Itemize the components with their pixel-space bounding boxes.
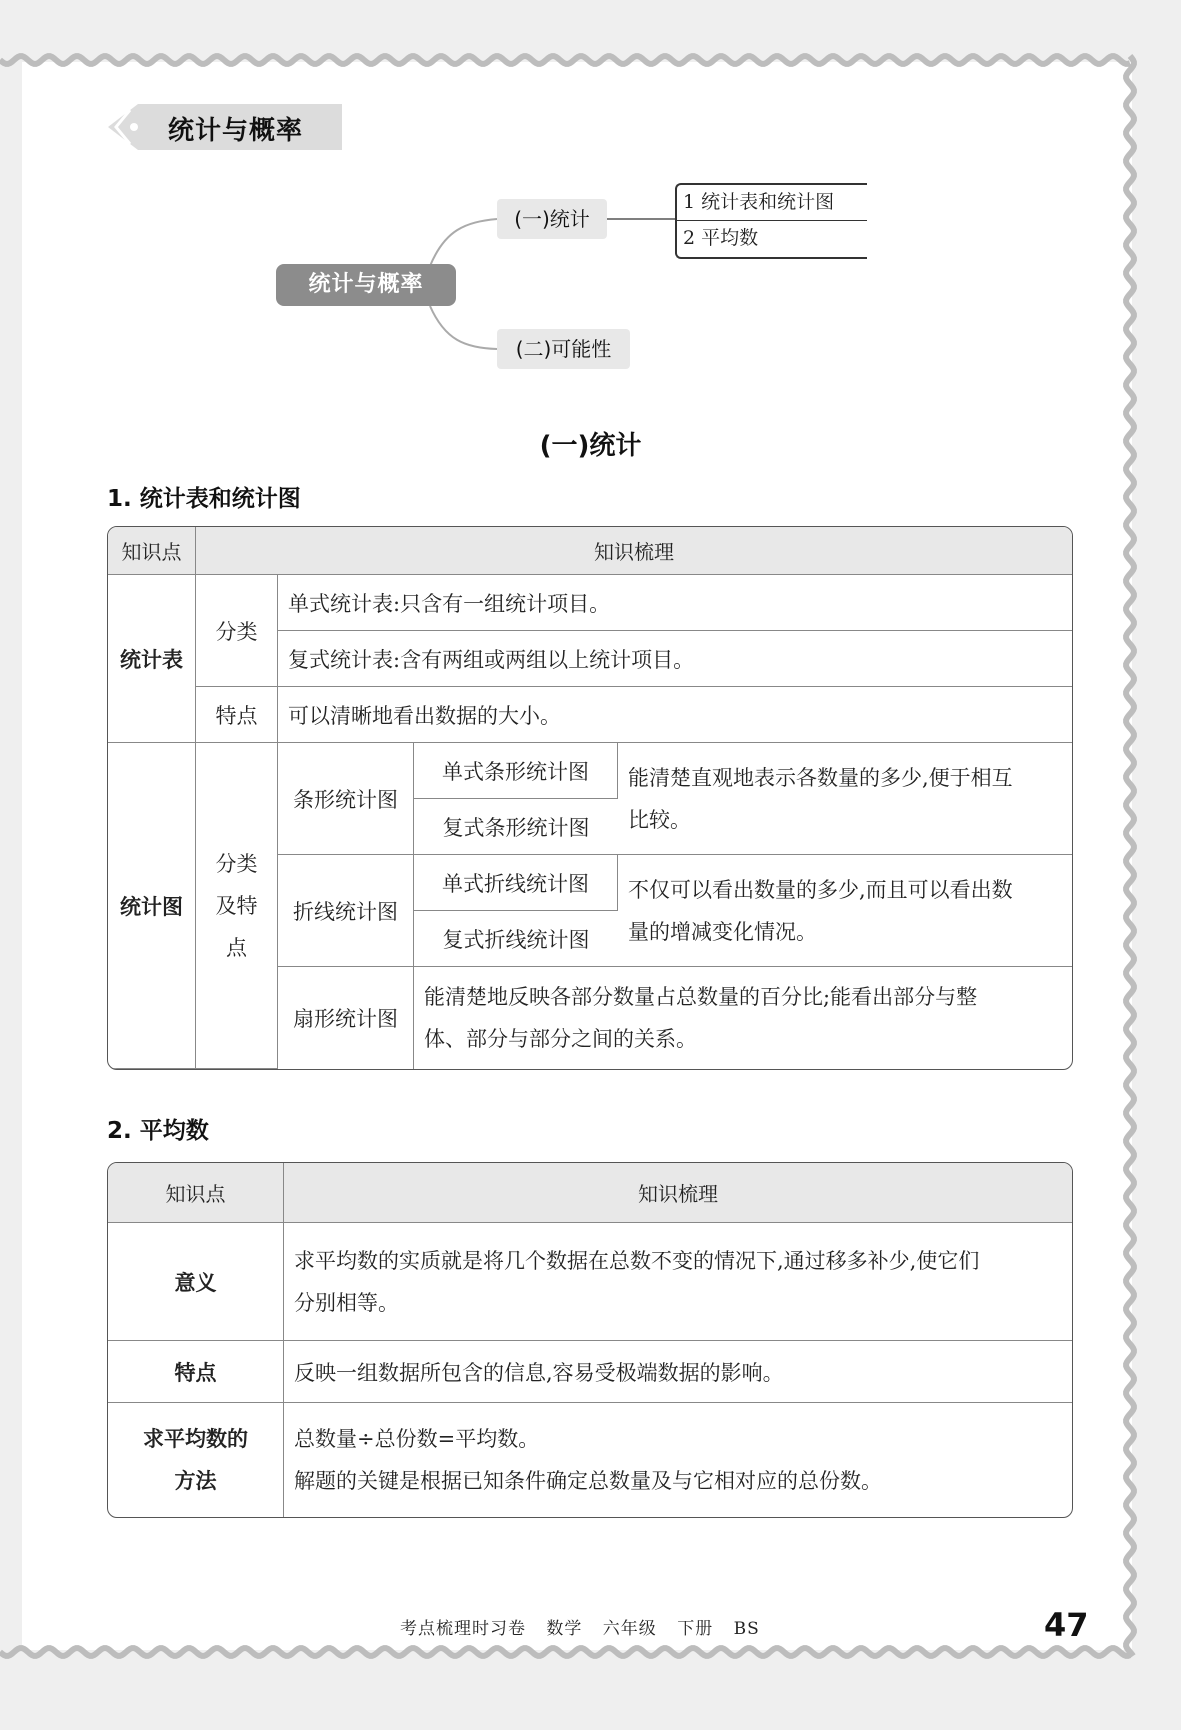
cell-single-line: 单式折线统计图	[414, 855, 618, 911]
text-line: 总数量÷总份数=平均数。	[294, 1427, 540, 1451]
cell-single-bar: 单式条形统计图	[414, 743, 618, 799]
cell-pie-desc	[414, 967, 1072, 1069]
mindmap-branch-statistics: (一)统计	[497, 199, 607, 239]
section-heading: 1. 统计表和统计图	[107, 486, 301, 512]
cell-meaning-desc	[284, 1223, 1072, 1341]
cell-method-desc	[284, 1403, 1072, 1517]
row-label-method	[108, 1403, 284, 1517]
mindmap-item: 1 统计表和统计图	[683, 191, 835, 213]
row-label-meaning: 意义	[108, 1223, 284, 1341]
text-line: 点	[226, 935, 247, 960]
stats-table-chart-table	[107, 526, 1073, 1070]
cell-bar-desc	[618, 743, 1072, 855]
cell-multi-table: 复式统计表:含有两组或两组以上统计项目。	[278, 631, 1072, 687]
text-line: 分类	[215, 851, 258, 876]
cell-multi-bar: 复式条形统计图	[414, 799, 618, 855]
average-table	[107, 1162, 1073, 1518]
text-line: 求平均数的	[143, 1427, 248, 1451]
header-knowledge-review: 知识梳理	[284, 1163, 1072, 1223]
mindmap-branch-possibility: (二)可能性	[497, 329, 630, 369]
page-number: 47	[1044, 1606, 1089, 1644]
header-knowledge-point: 知识点	[108, 1163, 284, 1223]
text-line: 能清楚直观地表示各数量的多少,便于相互	[628, 765, 1013, 790]
cell-line-desc	[618, 855, 1072, 967]
text-line: 量的增减变化情况。	[628, 919, 817, 944]
text-line: 解题的关键是根据已知条件确定总数量及与它相对应的总份数。	[294, 1469, 882, 1493]
row-label-feature: 特点	[108, 1341, 284, 1403]
row-label-stat-table: 统计表	[108, 575, 196, 743]
header-knowledge-review: 知识梳理	[196, 527, 1072, 575]
cell-table-feature: 可以清晰地看出数据的大小。	[278, 687, 1072, 743]
cell-feature: 特点	[196, 687, 278, 743]
mindmap-item: 2 平均数	[677, 220, 867, 256]
text-line: 及特	[215, 893, 258, 918]
cell-classify-feature	[196, 743, 278, 1069]
cell-single-table: 单式统计表:只含有一组统计项目。	[278, 575, 1072, 631]
header-knowledge-point: 知识点	[108, 527, 196, 575]
cell-bar-chart: 条形统计图	[278, 743, 414, 855]
cell-line-chart: 折线统计图	[278, 855, 414, 967]
mindmap-center: 统计与概率	[276, 264, 456, 306]
mindmap-branch-items	[675, 183, 867, 259]
text-line: 比较。	[628, 807, 691, 832]
text-line: 体、部分与部分之间的关系。	[424, 1027, 697, 1051]
text-line: 求平均数的实质就是将几个数据在总数不变的情况下,通过移多补少,使它们	[294, 1248, 980, 1273]
text-line: 不仅可以看出数量的多少,而且可以看出数	[628, 877, 1013, 902]
section-tag-label: 统计与概率	[168, 116, 304, 146]
footer-book-info: 考点梳理时习卷 数学 六年级 下册 BS	[400, 1619, 760, 1639]
subsection-title: (一)统计	[539, 431, 642, 461]
row-label-stat-chart: 统计图	[108, 743, 196, 1069]
cell-feature-desc: 反映一组数据所包含的信息,容易受极端数据的影响。	[284, 1341, 1072, 1403]
text-line: 分别相等。	[294, 1290, 399, 1315]
cell-pie-chart: 扇形统计图	[278, 967, 414, 1069]
text-line: 能清楚地反映各部分数量占总数量的百分比;能看出部分与整	[424, 985, 978, 1009]
cell-classify: 分类	[196, 575, 278, 687]
text-line: 方法	[174, 1469, 217, 1493]
section-heading: 2. 平均数	[107, 1118, 209, 1144]
cell-multi-line: 复式折线统计图	[414, 911, 618, 967]
